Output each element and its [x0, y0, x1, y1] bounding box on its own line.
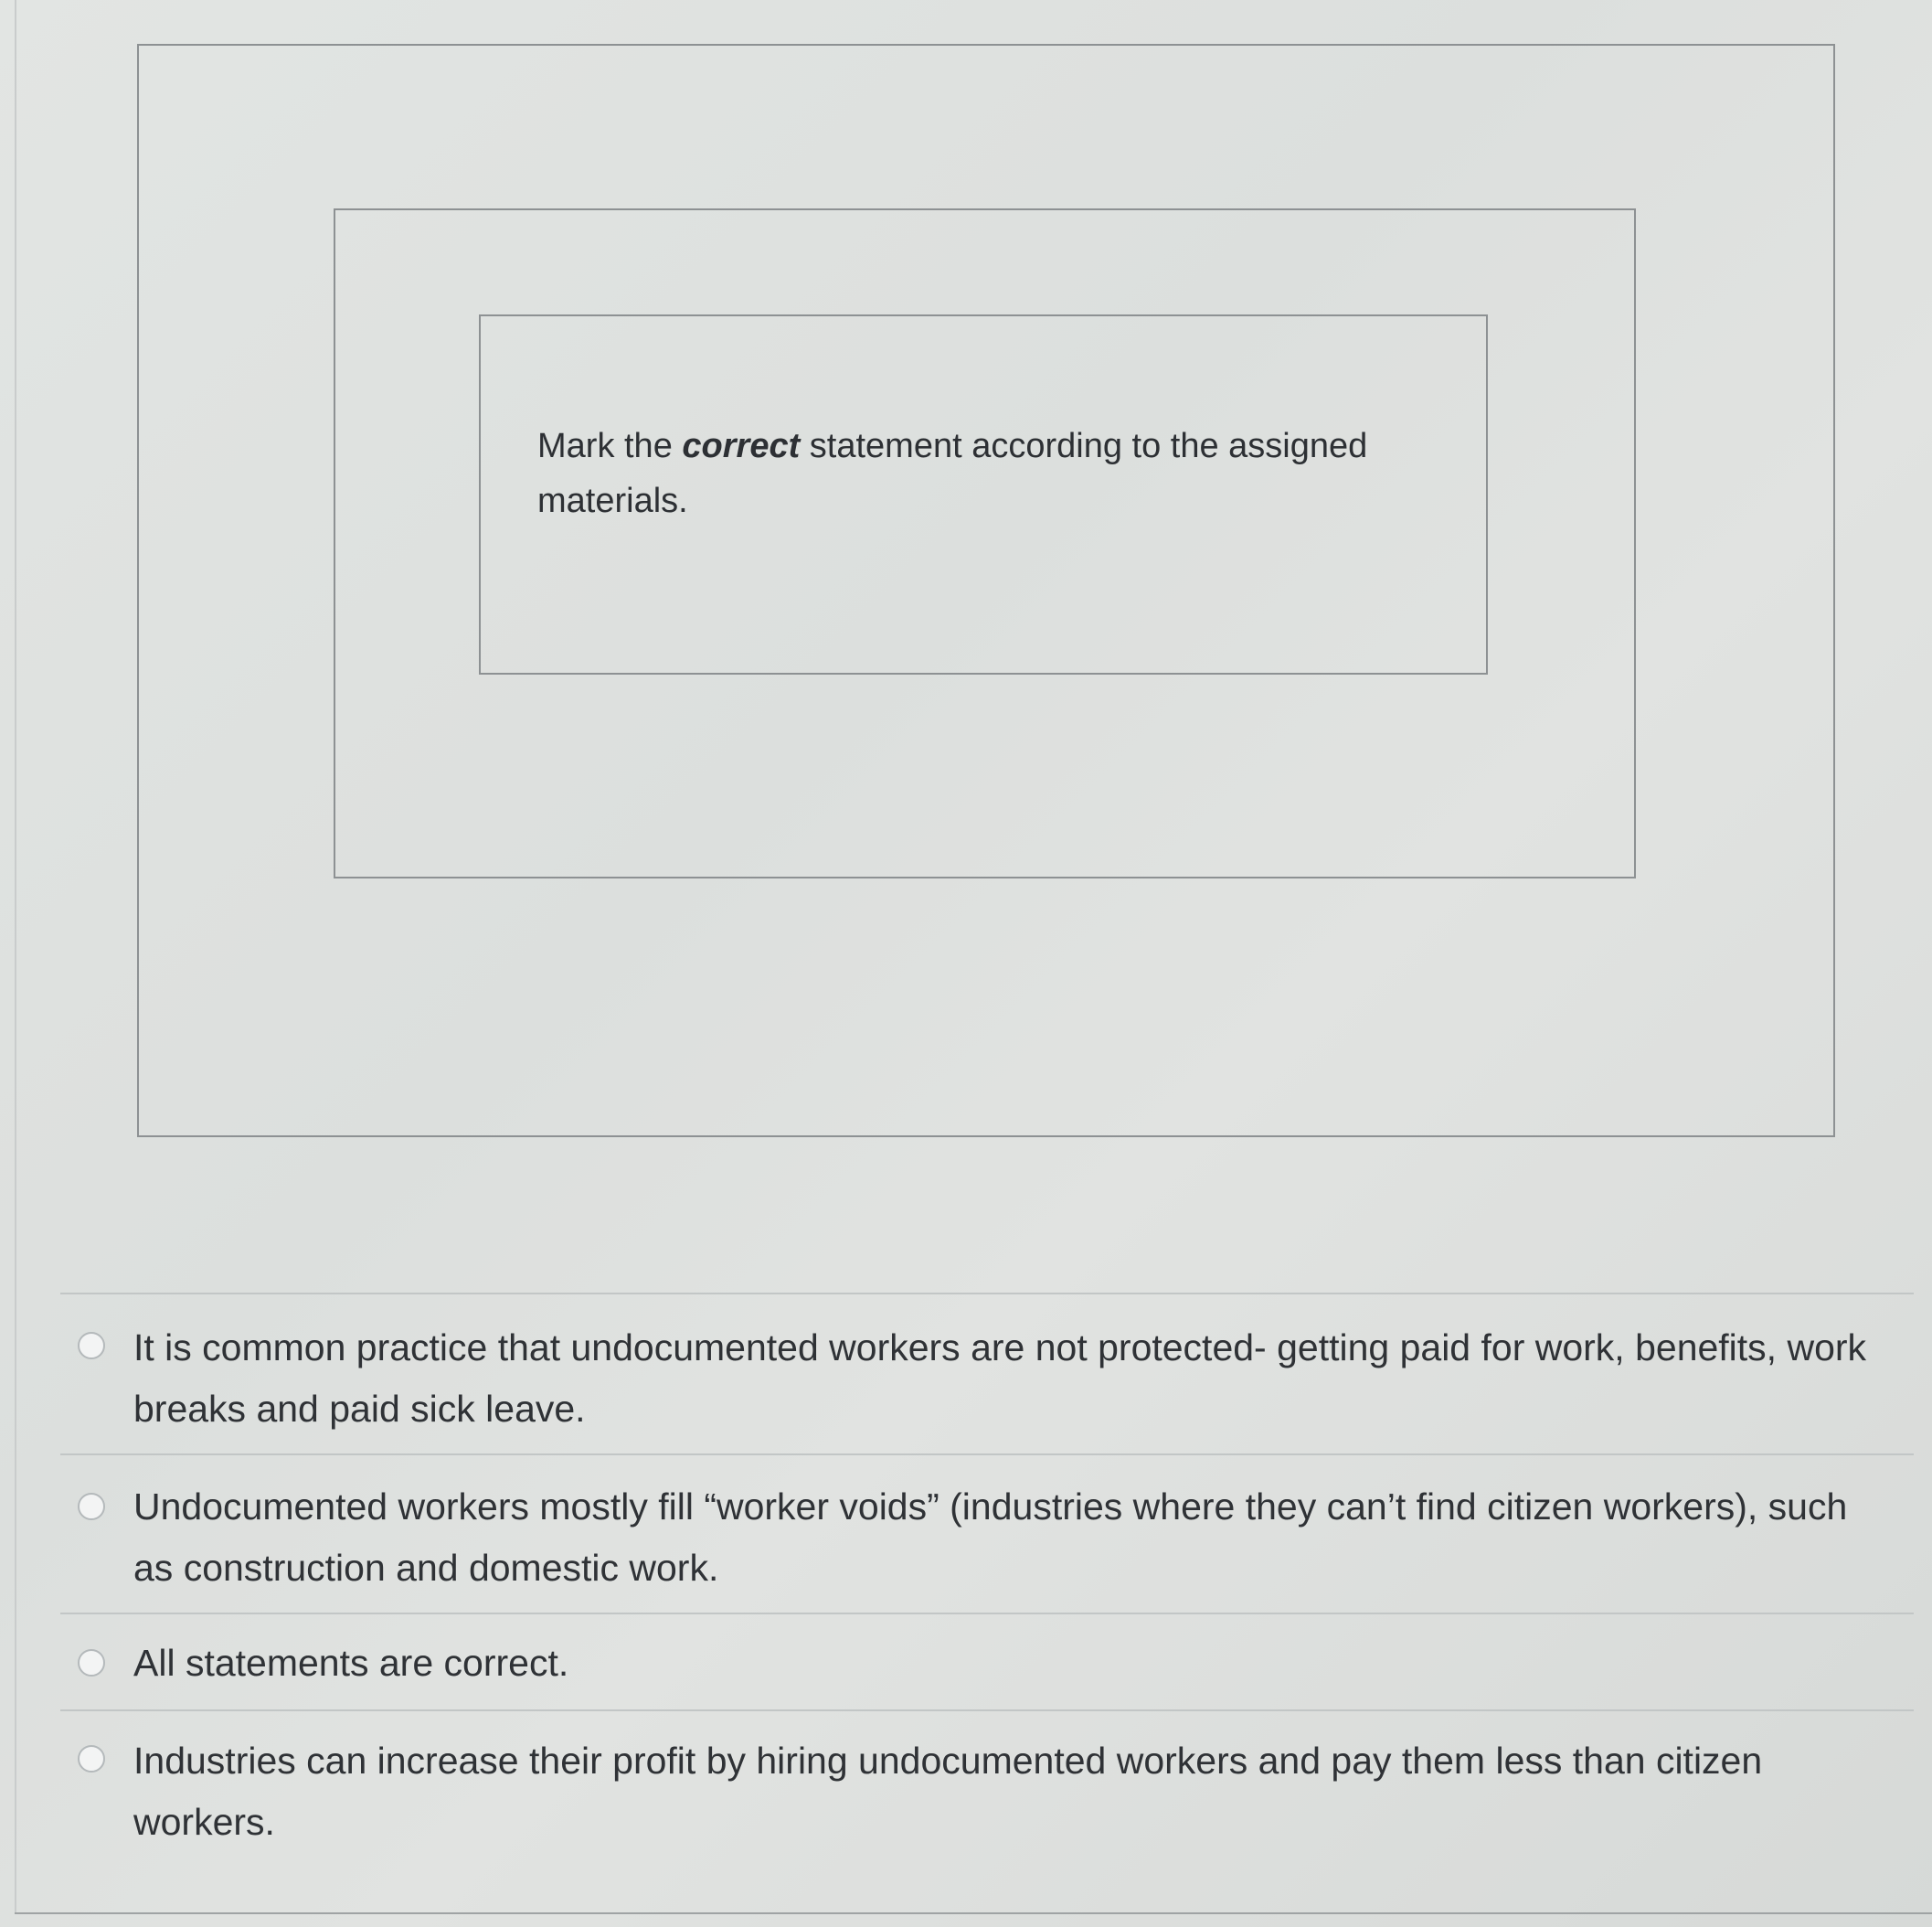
question-emphasis: correct: [682, 427, 801, 465]
question-prompt: [537, 419, 1451, 528]
answer-option-label[interactable]: It is common practice that undocumented workers are not protected- getting paid for work, benefits, work breaks and paid sick leave.: [133, 1326, 1867, 1430]
page-bottom-border: [15, 1912, 1932, 1914]
answer-option-label[interactable]: Industries can increase their profit by hiring undocumented workers and pay them less than citizen workers.: [133, 1740, 1763, 1843]
radio-button-icon[interactable]: [78, 1332, 105, 1359]
answer-option-2[interactable]: [78, 1476, 1896, 1613]
question-prefix: Mark the: [537, 427, 683, 465]
answer-divider: [60, 1293, 1914, 1294]
radio-button-icon[interactable]: [78, 1493, 105, 1520]
page-left-border: [15, 0, 16, 1914]
answer-option-label[interactable]: Undocumented workers mostly fill “worker voids” (industries where they can’t find citizen workers), such as construction and domestic work.: [133, 1485, 1848, 1589]
answer-option-label[interactable]: All statements are correct.: [133, 1642, 569, 1684]
question-suffix: statement according to the assigned materials.: [537, 427, 1368, 520]
answer-divider: [60, 1453, 1914, 1455]
radio-button-icon[interactable]: [78, 1745, 105, 1773]
answer-option-1[interactable]: [78, 1317, 1896, 1454]
answer-option-4[interactable]: [78, 1730, 1896, 1868]
answer-divider: [60, 1613, 1914, 1614]
radio-button-icon[interactable]: [78, 1649, 105, 1677]
answer-divider: [60, 1709, 1914, 1711]
answer-option-3[interactable]: [78, 1633, 1896, 1706]
